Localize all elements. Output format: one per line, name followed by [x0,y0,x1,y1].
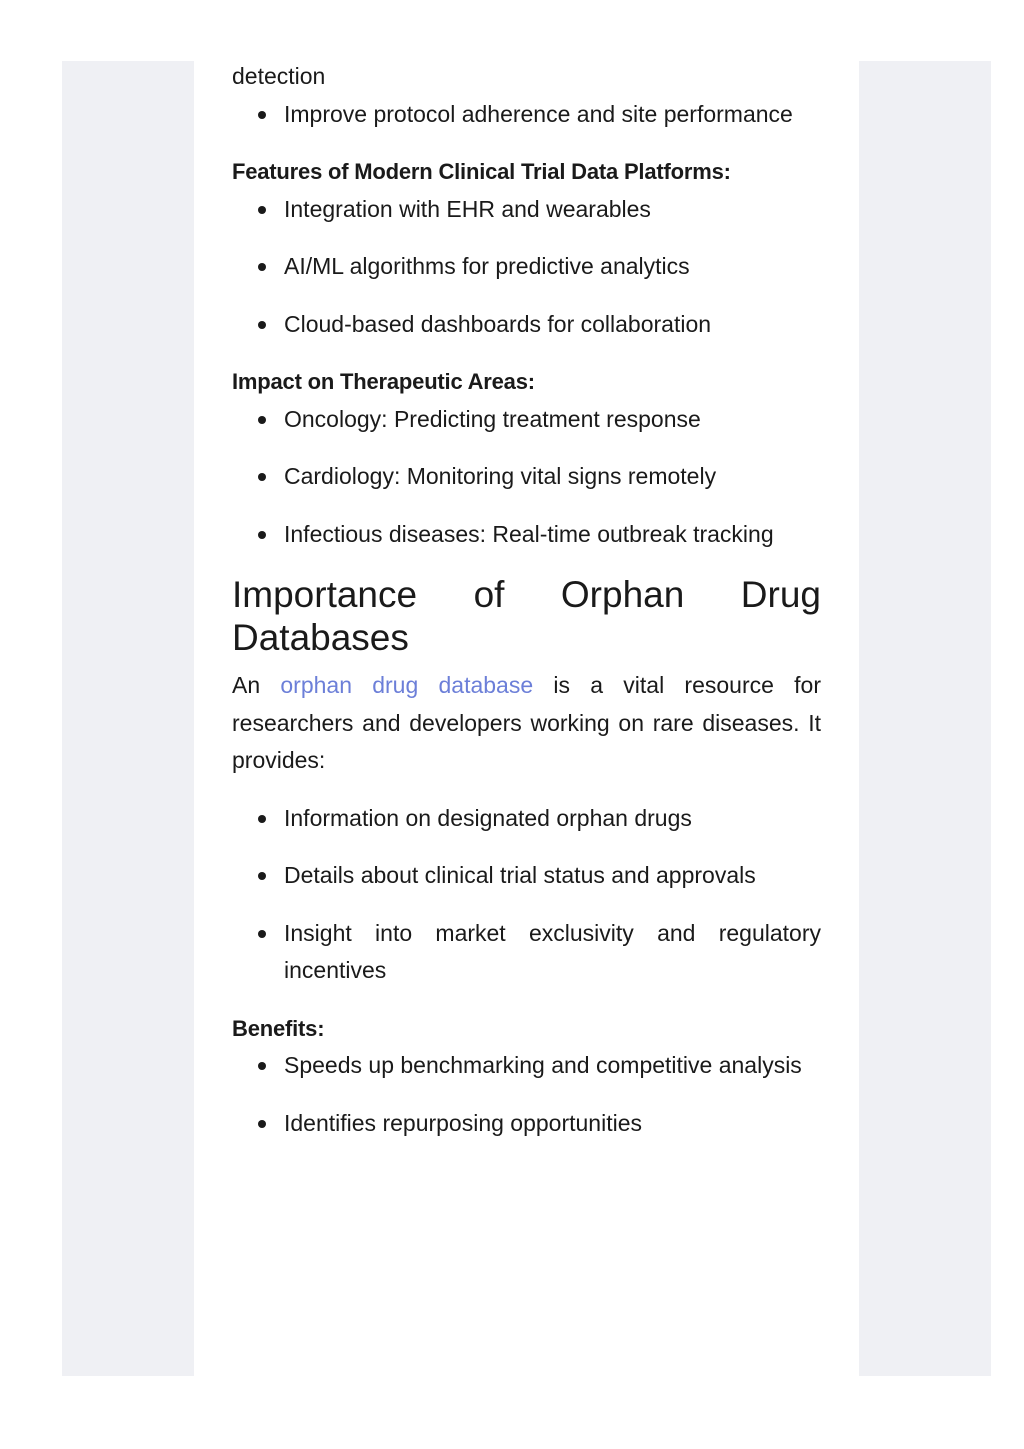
list-item: Cardiology: Monitoring vital signs remotely [232,458,821,496]
list-item: Infectious diseases: Real-time outbreak tracking [232,516,821,554]
list-item: Improve protocol adherence and site performance [232,96,821,134]
section-title: Importance of Orphan Drug Databases [232,574,821,658]
list-item: Identifies repurposing opportunities [232,1105,821,1143]
previous-list [232,96,821,134]
list-item: Insight into market exclusivity and regulatory incentives [232,915,821,990]
right-margin-band [859,61,991,1376]
features-list [232,191,821,344]
benefits-heading: Benefits: [232,1015,325,1041]
list-item: Information on designated orphan drugs [232,800,821,838]
previous-item-fragment: detection [232,63,326,89]
benefits-list [232,1047,821,1142]
list-item: Integration with EHR and wearables [232,191,821,229]
intro-paragraph: An orphan drug database is a vital resource for researchers and developers working on rare diseases. It provides: [232,672,821,773]
left-margin-band [62,61,194,1376]
article-body [232,58,821,1162]
orphan-drug-database-link[interactable]: orphan drug database [280,672,534,698]
list-item: Cloud-based dashboards for collaboration [232,306,821,344]
provides-list [232,800,821,990]
list-item: Speeds up benchmarking and competitive analysis [232,1047,821,1085]
list-item: Details about clinical trial status and approvals [232,857,821,895]
impact-list [232,401,821,554]
list-item: AI/ML algorithms for predictive analytics [232,248,821,286]
features-heading: Features of Modern Clinical Trial Data Platforms: [232,159,731,184]
impact-heading: Impact on Therapeutic Areas: [232,369,535,394]
list-item: Oncology: Predicting treatment response [232,401,821,439]
